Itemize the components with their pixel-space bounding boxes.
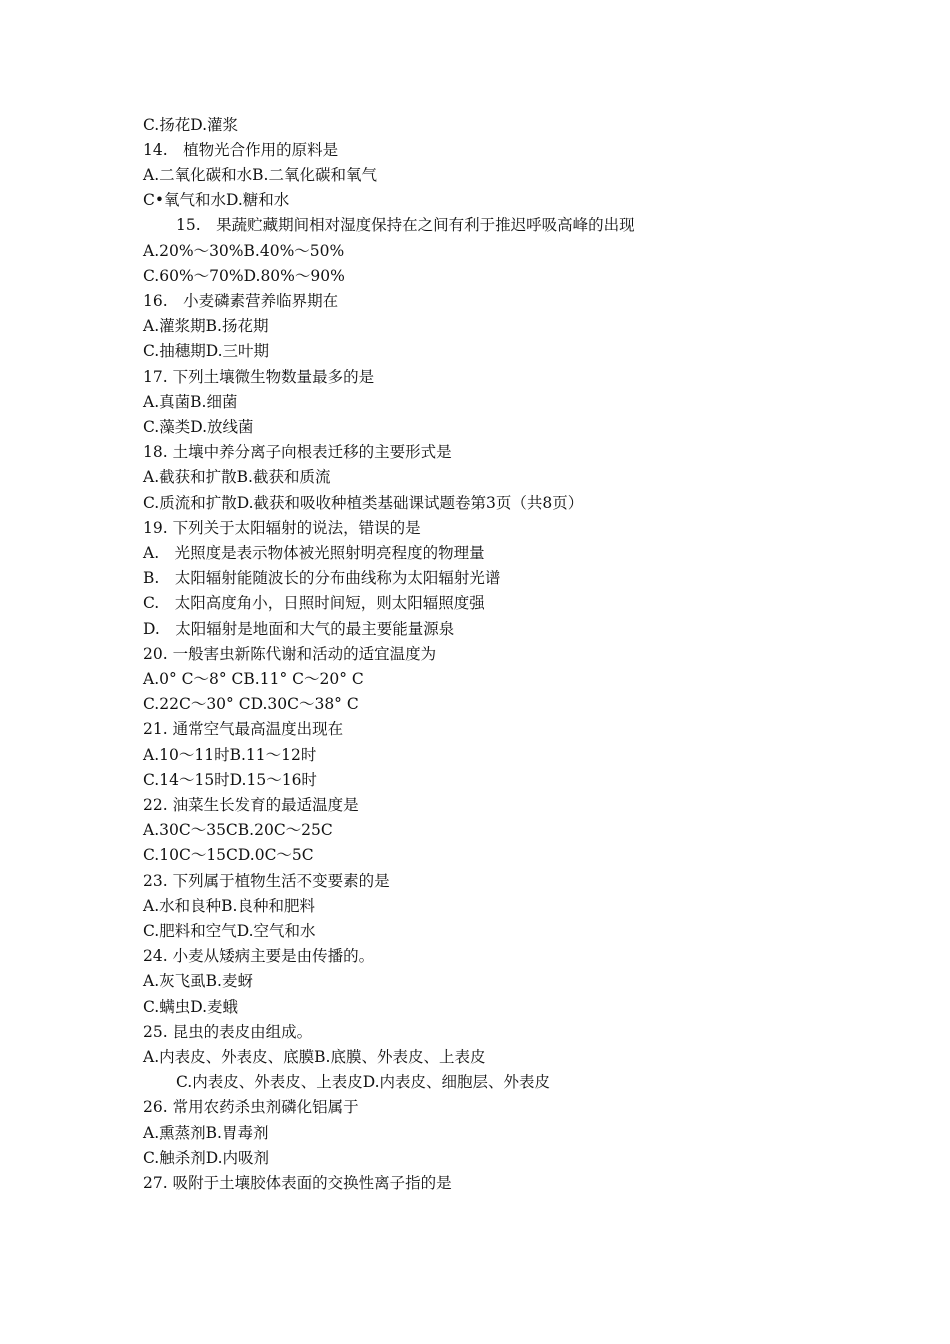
question-23: 23. 下列属于植物生活不变要素的是 <box>143 872 390 890</box>
options-25-cd: C.内表皮、外表皮、上表皮D.内表皮、细胞层、外表皮 <box>176 1073 551 1091</box>
options-16-cd: C.抽穗期D.三叶期 <box>143 342 270 360</box>
question-22: 22. 油菜生长发育的最适温度是 <box>143 796 359 814</box>
options-18-cd: C.质流和扩散D.截获和吸收种植类基础课试题卷第3页（共8页） <box>143 494 584 512</box>
question-15: 15. 果蔬贮藏期间相对湿度保持在之间有利于推迟呼吸高峰的出现 <box>176 216 635 234</box>
question-24: 24. 小麦从矮病主要是由传播的。 <box>143 947 375 965</box>
options-26-cd: C.触杀剂D.内吸剂 <box>143 1149 270 1167</box>
options-18-ab: A.截获和扩散B.截获和质流 <box>143 468 331 486</box>
question-19: 19. 下列关于太阳辐射的说法，错误的是 <box>143 519 421 537</box>
option-19-c: C. 太阳高度角小，日照时间短，则太阳辐照度强 <box>143 594 485 612</box>
question-16: 16. 小麦磷素营养临界期在 <box>143 292 339 310</box>
options-17-ab: A.真菌B.细菌 <box>143 393 238 411</box>
options-22-cd: C.10C〜15CD.0C〜5C <box>143 846 314 864</box>
options-22-ab: A.30C〜35CB.20C〜25C <box>143 821 333 839</box>
question-25: 25. 昆虫的表皮由组成。 <box>143 1023 313 1041</box>
option-19-a: A. 光照度是表示物体被光照射明亮程度的物理量 <box>143 544 485 562</box>
question-27: 27. 吸附于土壤胶体表面的交换性离子指的是 <box>143 1174 452 1192</box>
options-24-ab: A.灰飞虱B.麦蚜 <box>143 972 253 990</box>
options-15-cd: C.60%〜70%D.80%〜90% <box>143 267 345 285</box>
question-14: 14. 植物光合作用的原料是 <box>143 141 339 159</box>
options-26-ab: A.熏蒸剂B.胃毒剂 <box>143 1124 269 1142</box>
options-14-cd: C•氧气和水D.糖和水 <box>143 191 290 209</box>
options-23-cd: C.肥料和空气D.空气和水 <box>143 922 316 940</box>
question-26: 26. 常用农药杀虫剂磷化铝属于 <box>143 1098 359 1116</box>
question-20: 20. 一般害虫新陈代谢和活动的适宜温度为 <box>143 645 437 663</box>
options-17-cd: C.藻类D.放线菌 <box>143 418 254 436</box>
options-21-ab: A.10〜11时B.11〜12时 <box>143 746 317 764</box>
options-21-cd: C.14〜15时D.15〜16时 <box>143 771 317 789</box>
options-23-ab: A.水和良种B.良种和肥料 <box>143 897 315 915</box>
options-20-cd: C.22C〜30° CD.30C〜38° C <box>143 695 359 713</box>
question-21: 21. 通常空气最高温度出现在 <box>143 720 344 738</box>
options-14-ab: A.二氧化碳和水B.二氧化碳和氧气 <box>143 166 377 184</box>
option-19-d: D. 太阳辐射是地面和大气的最主要能量源泉 <box>143 620 455 638</box>
options-20-ab: A.0° C〜8° CB.11° C〜20° C <box>143 670 364 688</box>
text-line: C.扬花D.灌浆 <box>143 116 239 134</box>
question-18: 18. 土壤中养分离子向根表迁移的主要形式是 <box>143 443 452 461</box>
options-16-ab: A.灌浆期B.扬花期 <box>143 317 269 335</box>
options-25-ab: A.内表皮、外表皮、底膜B.底膜、外表皮、上表皮 <box>143 1048 486 1066</box>
option-19-b: B. 太阳辐射能随波长的分布曲线称为太阳辐射光谱 <box>143 569 501 587</box>
question-17: 17. 下列土壤微生物数量最多的是 <box>143 368 375 386</box>
options-24-cd: C.螨虫D.麦蛾 <box>143 998 239 1016</box>
options-15-ab: A.20%〜30%B.40%〜50% <box>143 242 345 260</box>
